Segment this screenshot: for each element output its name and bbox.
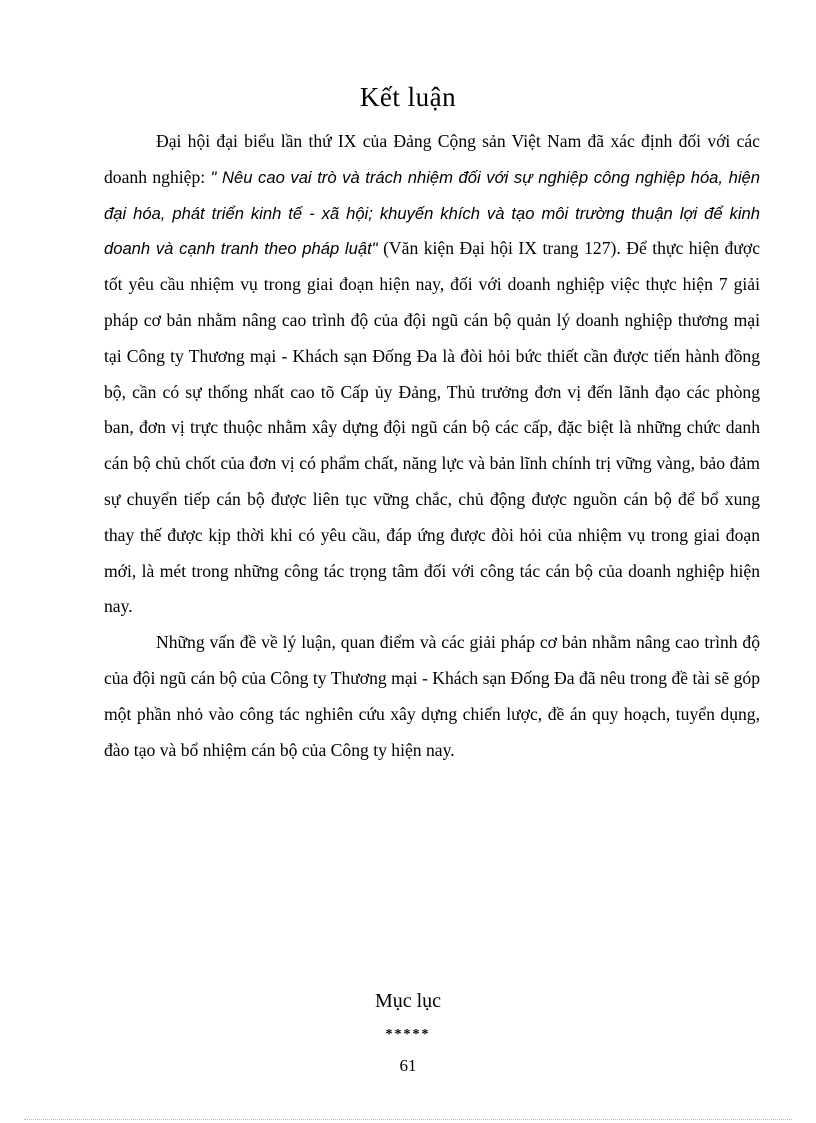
page-number: 61 (399, 1056, 417, 1075)
body-text (104, 124, 760, 768)
paragraph-1-quote: " Nêu cao vai trò và trách nhiệm đối với sự nghiệp công nghiệp hóa, hiện đại hóa, phát triển kinh tế - xã hội; khuyến khích và tạo môi trường thuận lợi để kinh doanh và cạnh tranh theo pháp luật" (104, 167, 760, 259)
paragraph-conclusion-2: Những vấn đề về lý luận, quan điểm và các giải pháp cơ bản nhằm nâng cao trình độ của đội ngũ cán bộ của Công ty Thương mại - Khách sạn Đống Đa đã nêu trong đề tài sẽ góp một phần nhỏ vào công tác nghiên cứu xây dựng chiến lược, đề án quy hoạch, tuyển dụng, đào tạo và bổ nhiệm cán bộ của Công ty hiện nay. (104, 632, 760, 760)
section-title: Kết luận (359, 82, 457, 112)
stars-divider: ***** (385, 1027, 431, 1042)
page-bottom-divider (24, 1119, 792, 1120)
paragraph-1-rest: (Văn kiện Đại hội IX trang 127). Để thực hiện được tốt yêu cầu nhiệm vụ trong giai đoạn hiện nay, đối với doanh nghiệp việc thực hiện 7 giải pháp cơ bản nhằm nâng cao trình độ của đội ngũ cán bộ quản lý doanh nghiệp thương mại tại Công ty Thương mại - Khách sạn Đống Đa là đòi hỏi bức thiết cần được tiến hành đồng bộ, cần có sự thống nhất cao tõ Cấp ủy Đảng, Thủ trưởng đơn vị đến lãnh đạo các phòng ban, đơn vị trực thuộc nhằm xây dựng đội ngũ cán bộ các cấp, đặc biệt là những chức danh cán bộ chủ chốt của đơn vị có phẩm chất, năng lực và bản lĩnh chính trị vững vàng, bảo đảm sự chuyển tiếp cán bộ được liên tục vững chắc, chủ động được nguồn cán bộ để bổ xung thay thế được kịp thời khi có yêu cầu, đáp ứng được đòi hỏi của nhiệm vụ trong giai đoạn mới, là mét trong những công tác trọng tâm đối với công tác cán bộ của doanh nghiệp hiện nay. (104, 238, 761, 617)
toc-heading: Mục lục (374, 990, 442, 1012)
paragraph-conclusion-1 (104, 124, 760, 625)
paragraph-1-intro: Đại hội đại biểu lần thứ IX của Đảng Cộng sản Việt Nam đã xác định đối với các doanh nghiệp: (104, 131, 760, 187)
